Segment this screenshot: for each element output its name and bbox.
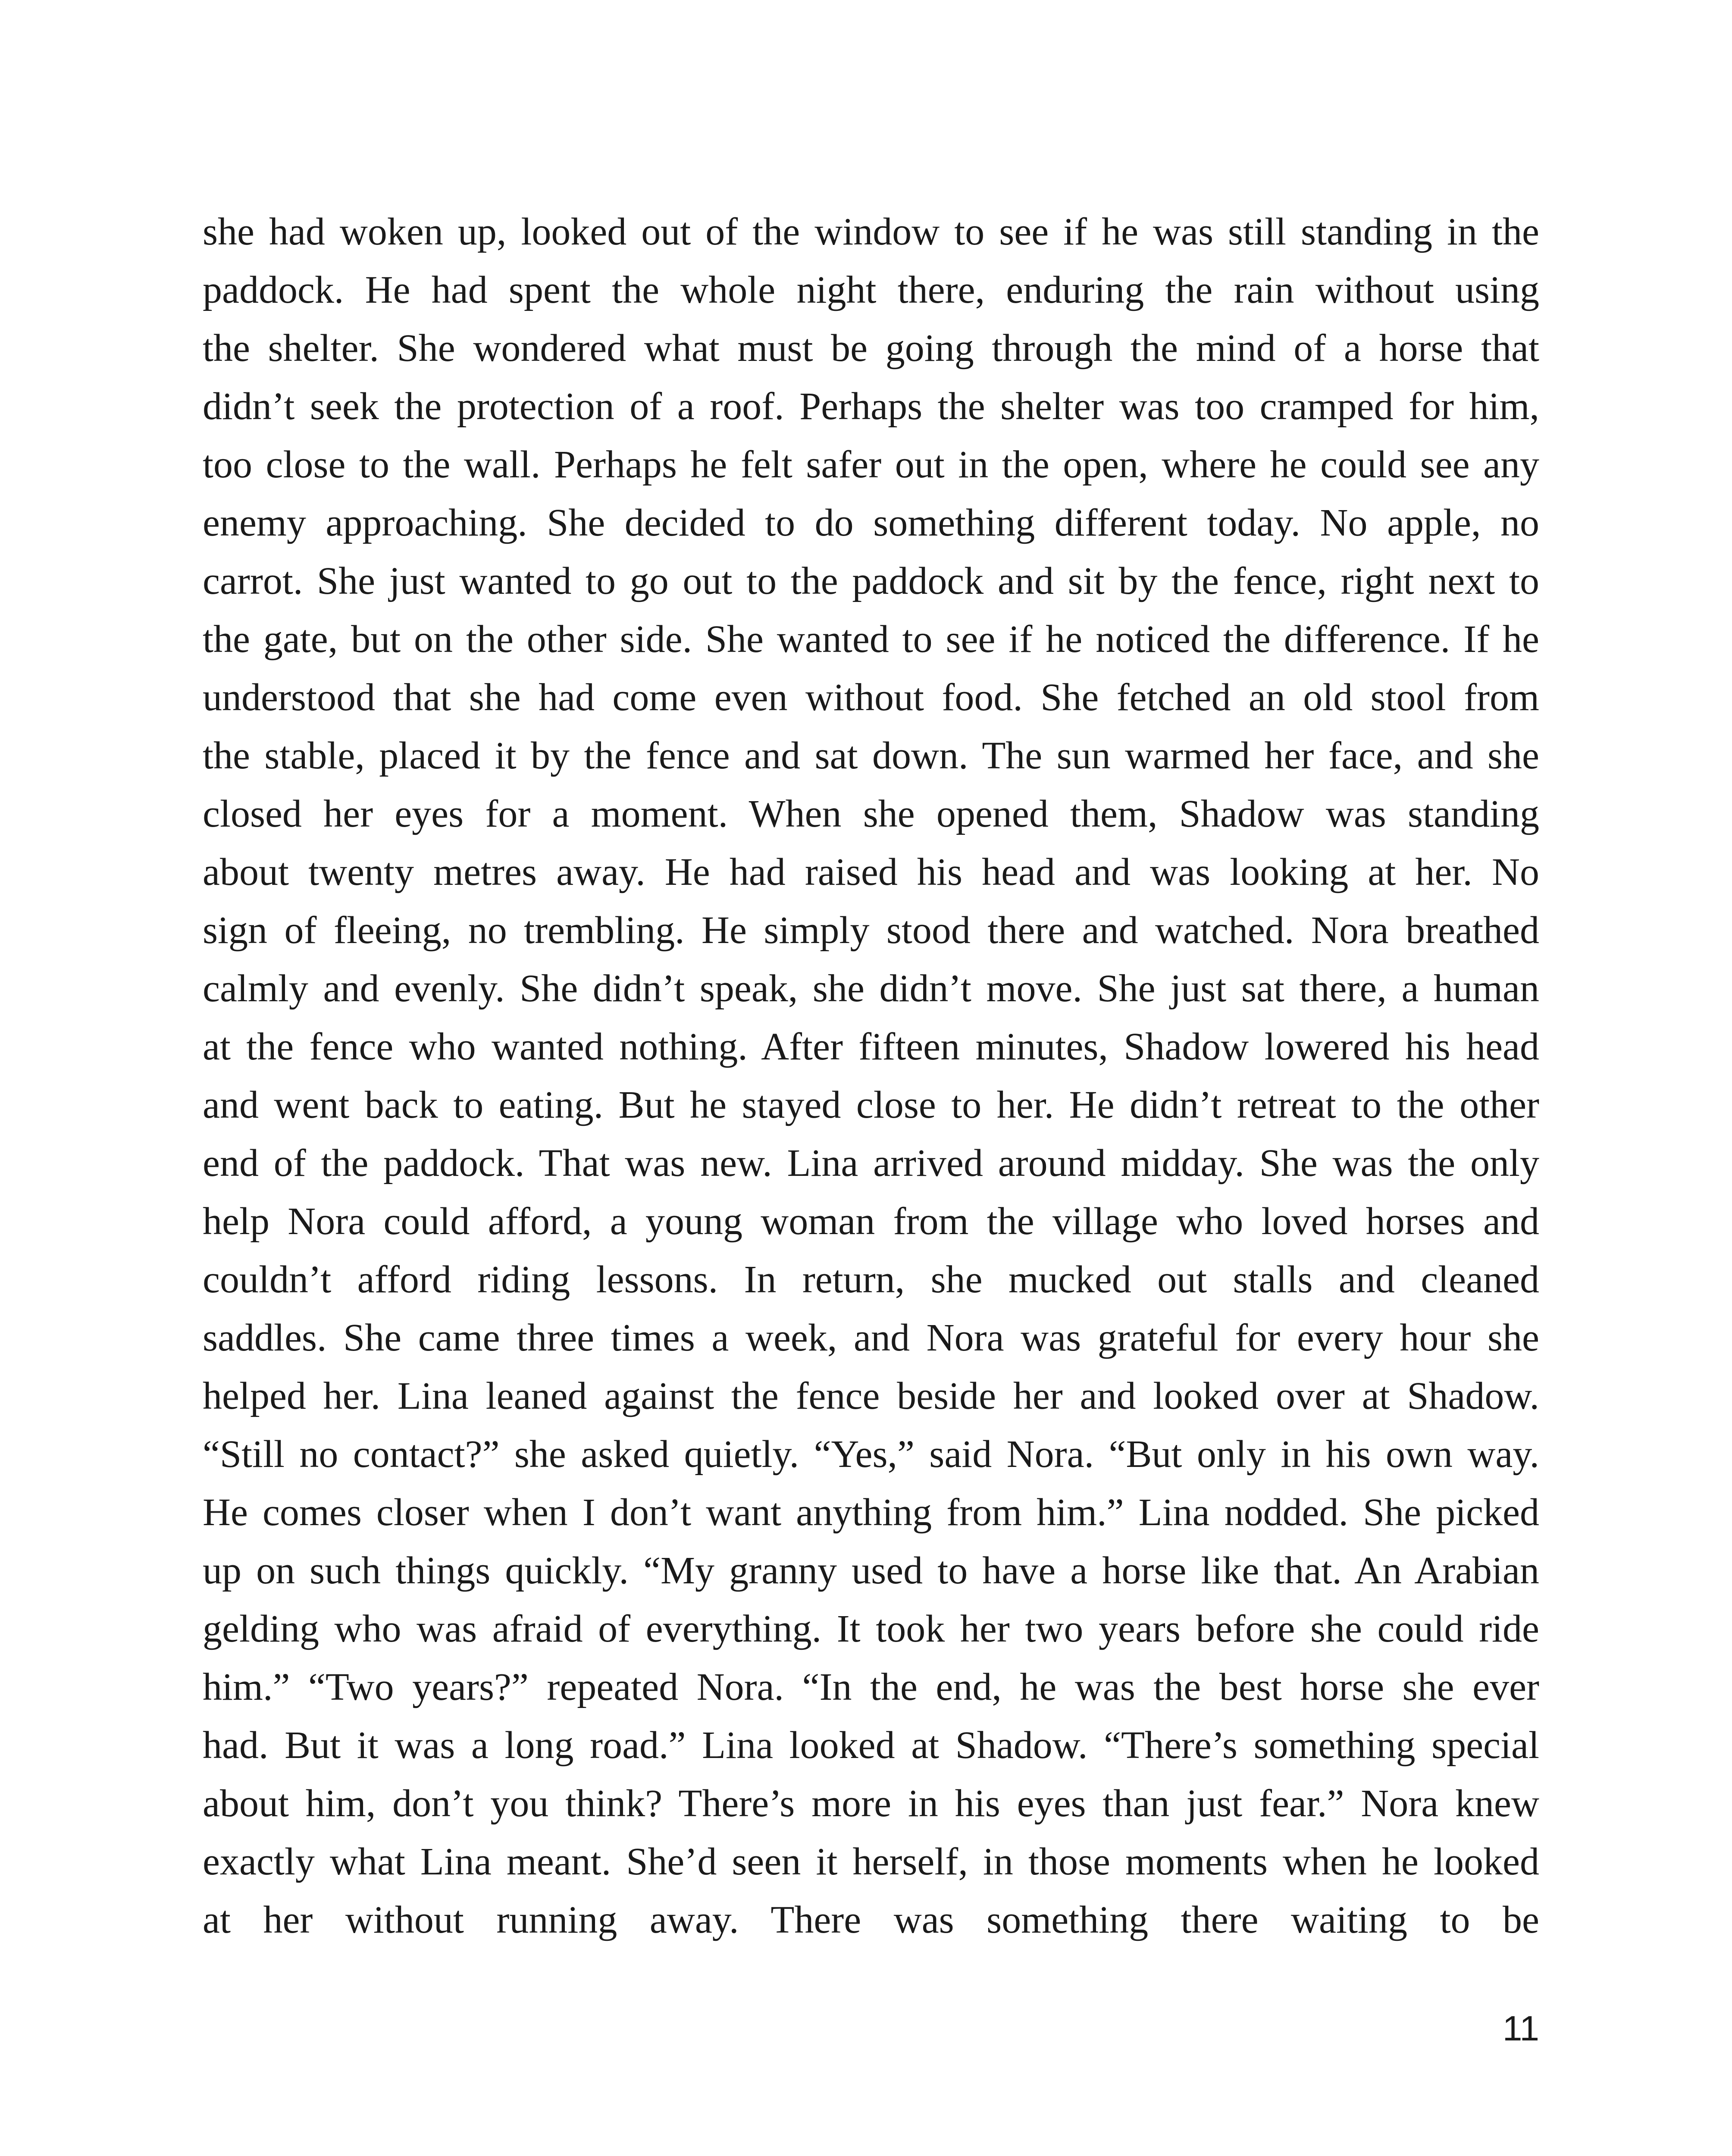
text-line: the shelter. She wondered what must be going through the mind of a horse that [203, 327, 1539, 370]
text-line: help Nora could afford, a young woman from the village who loved horses and [203, 1200, 1539, 1243]
text-line: she had woken up, looked out of the window to see if he was still standing in the [203, 210, 1539, 253]
text-line: “Still no contact?” she asked quietly. “Yes,” said Nora. “But only in his own way. [203, 1433, 1539, 1476]
page-number: 11 [1502, 2009, 1539, 2048]
text-line: and went back to eating. But he stayed close to her. He didn’t retreat to the other [203, 1084, 1539, 1126]
text-line: He comes closer when I don’t want anything from him.” Lina nodded. She picked [203, 1491, 1539, 1534]
text-line: helped her. Lina leaned against the fence beside her and looked over at Shadow. [203, 1375, 1539, 1417]
text-line: at her without running away. There was something there waiting to be [203, 1899, 1539, 1941]
text-line: understood that she had come even without food. She fetched an old stool from [203, 676, 1539, 719]
text-line: him.” “Two years?” repeated Nora. “In the end, he was the best horse she ever [203, 1666, 1539, 1708]
text-line: enemy approaching. She decided to do something different today. No apple, no [203, 501, 1539, 544]
text-line: the gate, but on the other side. She wanted to see if he noticed the difference. If he [203, 618, 1539, 661]
text-line: end of the paddock. That was new. Lina arrived around midday. She was the only [203, 1142, 1539, 1185]
text-line: didn’t seek the protection of a roof. Perhaps the shelter was too cramped for him, [203, 385, 1539, 428]
text-line: up on such things quickly. “My granny used to have a horse like that. An Arabian [203, 1549, 1539, 1592]
text-line: closed her eyes for a moment. When she opened them, Shadow was standing [203, 793, 1539, 835]
body-text [203, 203, 1539, 1949]
text-line: the stable, placed it by the fence and sat down. The sun warmed her face, and she [203, 734, 1539, 777]
text-line: about him, don’t you think? There’s more in his eyes than just fear.” Nora knew [203, 1782, 1539, 1825]
text-line: had. But it was a long road.” Lina looked at Shadow. “There’s something special [203, 1724, 1539, 1767]
text-line: at the fence who wanted nothing. After fifteen minutes, Shadow lowered his head [203, 1025, 1539, 1068]
text-line: saddles. She came three times a week, and Nora was grateful for every hour she [203, 1316, 1539, 1359]
text-line: paddock. He had spent the whole night there, enduring the rain without using [203, 269, 1539, 311]
text-line: calmly and evenly. She didn’t speak, she didn’t move. She just sat there, a human [203, 967, 1539, 1010]
text-line: sign of fleeing, no trembling. He simply stood there and watched. Nora breathed [203, 909, 1539, 952]
text-line: too close to the wall. Perhaps he felt safer out in the open, where he could see any [203, 443, 1539, 486]
text-line: about twenty metres away. He had raised his head and was looking at her. No [203, 851, 1539, 893]
text-line: exactly what Lina meant. She’d seen it herself, in those moments when he looked [203, 1840, 1539, 1883]
text-line: carrot. She just wanted to go out to the paddock and sit by the fence, right next to [203, 560, 1539, 602]
text-line: gelding who was afraid of everything. It took her two years before she could ride [203, 1608, 1539, 1650]
text-line: couldn’t afford riding lessons. In return, she mucked out stalls and cleaned [203, 1258, 1539, 1301]
